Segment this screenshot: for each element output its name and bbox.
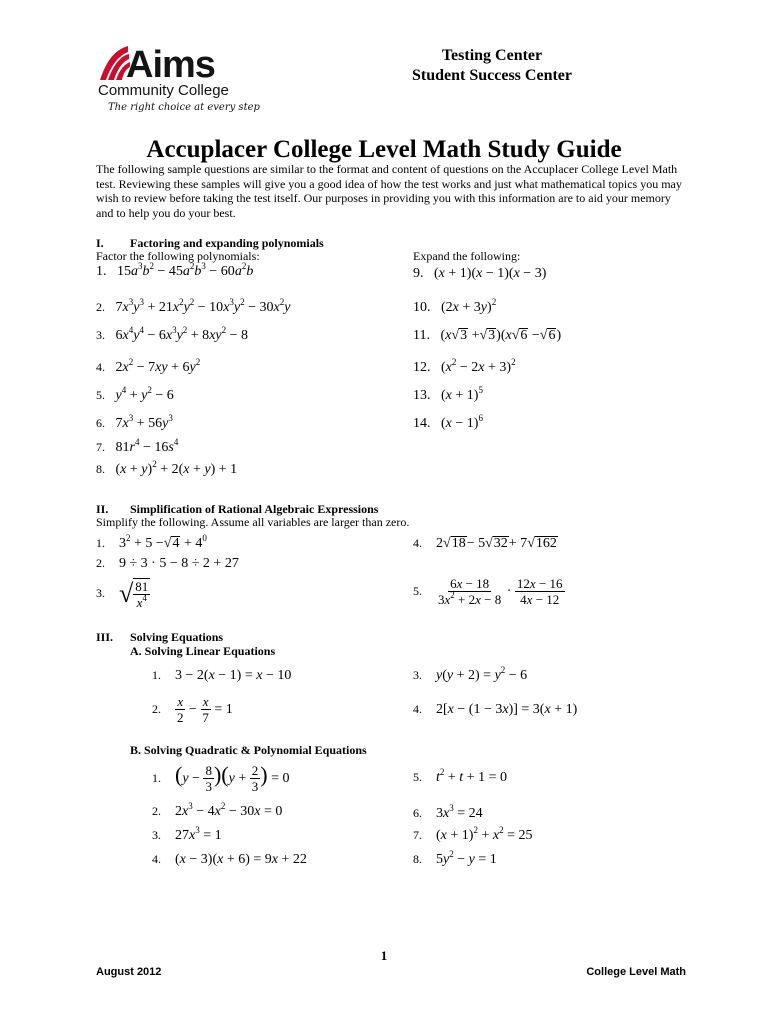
problem-3a-3: 3. $y(y + 2) = y^2 - 6$ (413, 665, 528, 683)
problem-3b-3: 3. $27x^3 = 1$ (152, 825, 222, 843)
problem-number: 5. (413, 770, 422, 784)
problem-1-10: 10. $(2x + 3y)^2$ (413, 297, 497, 315)
problem-1-8: 8. $(x + y)^2 + 2(x + y) + 1$ (96, 459, 238, 477)
problem-1-5: 5. $y^4 + y^2 - 6$ (96, 385, 174, 403)
problem-number: 1. (96, 264, 107, 279)
section-2-title: Simplification of Rational Algebraic Expressions (130, 502, 379, 516)
problem-3a-2: 2. $\frac{x}{2}$ − $\frac{x}{7}$ = 1 (152, 694, 233, 725)
problem-1-9: 9. (x + 1)(x − 1)(x − 3) (413, 266, 547, 281)
header-line-2: Student Success Center (412, 67, 572, 84)
problem-1-1: 1. $15a^3b^2 - 45a^2b^3 - 60a^2b$ (96, 261, 254, 279)
problem-number: 4. (152, 852, 161, 866)
logo-tagline: The right choice at every step (108, 102, 260, 113)
problem-number: 11. (413, 328, 430, 343)
problem-1-13: 13. $(x + 1)^5$ (413, 385, 483, 403)
section-3a-title: A. Solving Linear Equations (130, 644, 276, 658)
problem-1-2: 2. $7x^3y^3 + 21x^2y^2 - 10x^3y^2 - 30x^2y$ (96, 297, 291, 315)
section-3b-title: B. Solving Quadratic & Polynomial Equations (130, 743, 367, 757)
footer-date: August 2012 (96, 966, 162, 978)
problem-1-3: 3. $6x^4y^4 - 6x^3y^2 + 8xy^2 - 8$ (96, 325, 249, 343)
problem-1-7: 7. $81r^4 - 16s^4$ (96, 437, 179, 455)
problem-number: 4. (413, 536, 422, 550)
problem-number: 6. (413, 806, 422, 820)
problem-1-11: 11. (x√3 +√3)(x√6 −√6) (413, 328, 562, 343)
intro-paragraph: The following sample questions are similar to the format and content of questions on the Accuplacer College Level Math test. Reviewing these samples will give you a good idea of how the test works and just what mathematical topics you may wish to review before taking the test itself. Our purposes in providing you with this information are to aid your memory and to help you do your best. (96, 162, 682, 220)
problem-number: 2. (152, 804, 161, 818)
problem-2-1: 1. $3^2 + 5 -√4 + 4^0$ (96, 533, 207, 551)
header-line-1: Testing Center (441, 47, 543, 64)
problem-number: 2. (96, 556, 105, 570)
section-1-right-instructions: Expand the following: (413, 249, 521, 263)
problem-number: 4. (96, 360, 105, 374)
problem-number: 10. (413, 300, 431, 315)
problem-3a-1: 1. 3 − 2(x − 1) = x − 10 (152, 668, 292, 683)
problem-number: 3. (413, 668, 422, 682)
college-logo (96, 40, 260, 124)
section-2-instructions: Simplify the following. Assume all variables are larger than zero. (96, 515, 410, 529)
problem-number: 12. (413, 360, 431, 375)
problem-number: 6. (96, 416, 105, 430)
problem-3b-4: 4. (x − 3)(x + 6) = 9x + 22 (152, 852, 307, 867)
problem-3a-4: 4. 2[x − (1 − 3x)] = 3(x + 1) (413, 702, 578, 717)
logo-wordmark: Aims (126, 44, 215, 86)
problem-number: 7. (96, 440, 105, 454)
problem-3b-1: 1. (y − $\frac{8}{3}$ )(y + $\frac{2}{3}$ ) = 0 (152, 762, 290, 795)
problem-3b-5: 5. $t^2 + t + 1 = 0$ (413, 767, 507, 785)
problem-number: 5. (96, 388, 105, 402)
section-3-number: III. (96, 630, 114, 644)
problem-number: 2. (96, 300, 105, 314)
problem-number: 3. (96, 586, 105, 601)
problem-2-4: 4. 2√18− 5√32+ 7√162 (413, 536, 557, 551)
page-number: 1 (380, 948, 388, 963)
problem-number: 8. (96, 462, 105, 476)
problem-number: 13. (413, 388, 431, 403)
problem-3b-2: 2. $2x^3 - 4x^2 - 30x = 0$ (152, 801, 283, 819)
section-1-number: I. (96, 236, 104, 250)
header-block (402, 46, 582, 86)
problem-number: 2. (152, 701, 161, 716)
problem-3b-8: 8. $5y^2 - y = 1$ (413, 849, 497, 867)
problem-number: 5. (413, 583, 422, 598)
footer-subject: College Level Math (586, 966, 686, 978)
problem-number: 3. (96, 328, 105, 342)
problem-2-3: 3. √ $\frac{81}{x^4}$ (96, 579, 149, 610)
problem-number: 9. (413, 266, 424, 281)
problem-3b-6: 6. $3x^3 = 24$ (413, 803, 483, 821)
section-1-left-instructions: Factor the following polynomials: (96, 249, 260, 263)
problem-1-6: 6. $7x^3 + 56y^3$ (96, 413, 173, 431)
problem-number: 1. (152, 668, 161, 682)
problem-2-2: 2. 9 ÷ 3 · 5 − 8 ÷ 2 + 27 (96, 556, 239, 571)
problem-number: 8. (413, 852, 422, 866)
section-2-number: II. (96, 502, 109, 516)
problem-3b-7: 7. $(x + 1)^2 + x^2 = 25$ (413, 825, 533, 843)
section-3-title: Solving Equations (130, 630, 224, 644)
problem-number: 7. (413, 828, 422, 842)
problem-number: 14. (413, 416, 431, 431)
page-title: Accuplacer College Level Math Study Guide (146, 136, 622, 163)
problem-number: 4. (413, 702, 422, 716)
problem-1-4: 4. $2x^2 - 7xy + 6y^2$ (96, 357, 201, 375)
problem-number: 3. (152, 828, 161, 842)
problem-number: 1. (96, 536, 105, 550)
problem-2-5: 5. $\frac{6x - 18}{3x^2 + 2x - 8}$ · $\frac{12x - 16}{4x - 12}$ (413, 576, 563, 607)
section-1-title: Factoring and expanding polynomials (130, 236, 324, 250)
logo-subtitle: Community College (98, 82, 229, 99)
problem-1-12: 12. $(x^2 - 2x + 3)^2$ (413, 357, 516, 375)
problem-number: 1. (152, 771, 161, 785)
logo-swoosh-icon (96, 42, 130, 82)
problem-1-14: 14. $(x - 1)^6$ (413, 413, 483, 431)
